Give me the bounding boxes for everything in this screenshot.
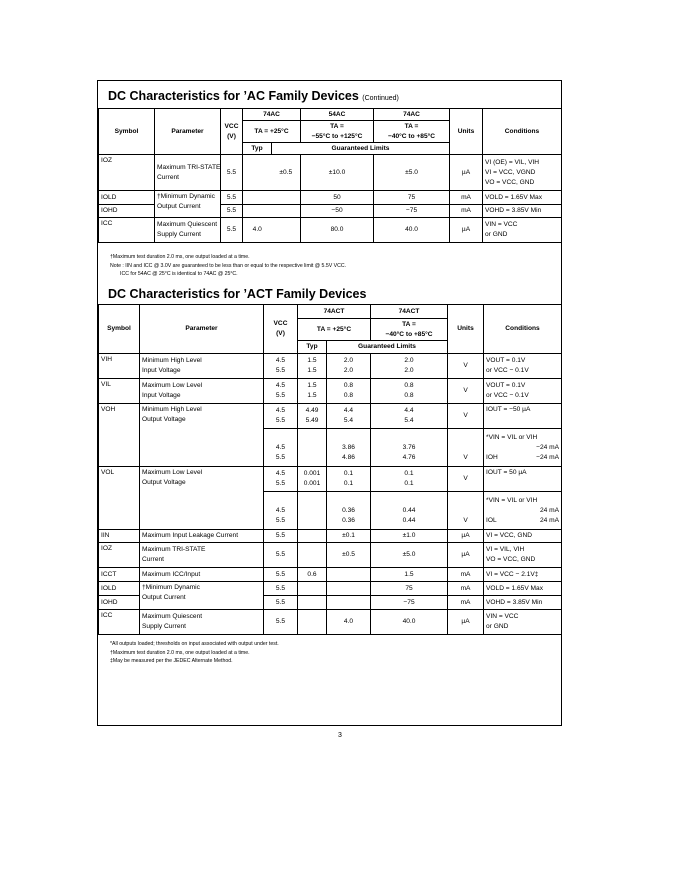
act-vih-param-1: Minimum High Level xyxy=(142,357,202,364)
ac-dc-characteristics-table xyxy=(98,108,562,243)
act-vil-a-2: 0.8 xyxy=(343,392,354,399)
act-iold-conditions: VOLD = 1.65V Max xyxy=(484,582,562,596)
ac-dynamic-parameter xyxy=(155,191,221,218)
act-vol-param-2: Output Voltage xyxy=(142,479,186,486)
act-voh-a-2: 5.4 xyxy=(343,417,354,424)
act-vil-limit-85c xyxy=(371,379,448,404)
ac-table-title xyxy=(108,89,399,103)
act-vol-typ xyxy=(298,467,327,492)
ac-symbol-header: Symbol xyxy=(99,109,155,155)
act-vol2-a-1: 0.36 xyxy=(342,506,355,514)
act-table-title xyxy=(108,287,366,301)
act-group1-header: 74ACT xyxy=(298,305,371,319)
act-voh-a-1: 4.4 xyxy=(343,407,354,414)
act-ioz-conditions xyxy=(484,543,562,568)
act-voh2-unit-text: V xyxy=(463,453,468,461)
act-dyn-param-2: Output Current xyxy=(142,594,186,601)
act-iin-symbol: IIN xyxy=(99,530,140,543)
act-vil-vcc xyxy=(264,379,298,404)
act-voh-typ-2: 5.49 xyxy=(305,417,319,424)
act-header-row-1 xyxy=(99,305,562,319)
act-dyn-param-1: †Minimum Dynamic xyxy=(142,584,200,591)
ac-iohd-symbol: IOHD xyxy=(99,205,155,218)
act-row-vol xyxy=(99,467,562,492)
act-vil-vcc-1: 4.5 xyxy=(275,382,286,389)
act-iin-limit-85c: ±1.0 xyxy=(371,530,448,543)
act-icc-typ xyxy=(298,610,327,635)
act-guaranteed-limits-header: Guaranteed Limits xyxy=(327,341,448,354)
act-row-ioz xyxy=(99,543,562,568)
act-typ-header: Typ xyxy=(298,341,327,354)
act-vih-typ-2: 1.5 xyxy=(307,367,317,374)
act-icc-limit-25c: 4.0 xyxy=(327,610,371,635)
ac-note-1: †Maximum test duration 2.0 ms, one output loaded at a time. xyxy=(110,254,250,260)
content-frame xyxy=(97,80,562,726)
act-ioz-unit: µA xyxy=(448,543,484,568)
ac-row-ioz xyxy=(99,155,562,191)
act-ta2-line1: TA = xyxy=(402,320,416,328)
act-iold-typ xyxy=(298,582,327,596)
act-icct-symbol: ICCT xyxy=(99,568,140,582)
ac-iohd-typ xyxy=(243,205,272,218)
act-ta2-line2: −40°C to +85°C xyxy=(385,330,433,338)
act-vih-limit-85c xyxy=(371,354,448,379)
act-row-vih xyxy=(99,354,562,379)
ac-ta3-line1: TA = xyxy=(404,122,419,130)
act-voh2-vcc-2: 5.5 xyxy=(275,453,286,461)
page-number: 3 xyxy=(338,732,342,739)
act-voh2-unit xyxy=(448,429,484,467)
act-voh-typ xyxy=(298,404,327,429)
ac-iohd-limit-74ac: −75 xyxy=(374,205,450,218)
act-icc-param-2: Supply Current xyxy=(142,623,186,630)
ac-ta2-line2: −55°C to +125°C xyxy=(311,132,363,140)
act-vol2-vcc-1: 4.5 xyxy=(275,506,286,514)
act-vol2-conditions xyxy=(484,492,562,530)
act-vol-vcc-2: 5.5 xyxy=(275,480,286,487)
act-vil-limit-25c xyxy=(327,379,371,404)
act-vol2-cond-3: IOL xyxy=(486,516,497,524)
ac-iohd-limit-25c xyxy=(272,205,301,218)
act-ioz-limit-85c: ±5.0 xyxy=(371,543,448,568)
act-iold-limit-25c xyxy=(327,582,371,596)
ac-icc-conditions xyxy=(483,218,562,243)
act-vol-vcc xyxy=(264,467,298,492)
act-ta2-header xyxy=(371,319,448,341)
act-voh2-typ xyxy=(298,429,327,467)
act-iin-typ xyxy=(298,530,327,543)
act-vol2-limit-85c xyxy=(371,492,448,530)
act-vol-unit: V xyxy=(448,467,484,492)
act-note-3: ‡May be measured per the JEDEC Alternate Method. xyxy=(110,658,233,664)
ac-vcc-header xyxy=(221,109,243,155)
act-vol-symbol: VOL xyxy=(99,467,140,530)
act-vol2-unit-text: V xyxy=(463,516,468,524)
act-iohd-typ xyxy=(298,596,327,610)
ac-vcc-label: VCC xyxy=(224,122,239,130)
act-vol-a-2: 0.1 xyxy=(343,480,354,487)
act-voh-b-2: 5.4 xyxy=(404,417,414,424)
act-vcc-unit: (V) xyxy=(276,330,285,337)
ac-icc-unit: µA xyxy=(450,218,483,243)
act-icct-parameter: Maximum ICC/Input xyxy=(140,568,264,582)
act-vol2-a-2: 0.36 xyxy=(342,516,355,524)
act-vil-typ-1: 1.5 xyxy=(307,382,317,389)
act-vol-typ-1: 0.001 xyxy=(303,470,321,477)
ac-group2-header: 54AC xyxy=(301,109,374,121)
act-voh-parameter xyxy=(140,404,264,467)
ac-iohd-limit-54ac: −50 xyxy=(301,205,374,218)
act-voh2-cond-4: −24 mA xyxy=(536,453,560,461)
act-vol-a-1: 0.1 xyxy=(343,470,354,477)
act-dynamic-parameter xyxy=(140,582,264,610)
act-vil-typ-2: 1.5 xyxy=(307,392,317,399)
act-iohd-vcc: 5.5 xyxy=(264,596,298,610)
act-vih-cond-1: VOUT = 0.1V xyxy=(486,357,526,364)
ac-title-suffix: (Continued) xyxy=(362,95,399,102)
ac-ioz-param-line2: Current xyxy=(157,173,179,181)
act-vil-typ xyxy=(298,379,327,404)
act-note-1: *All outputs loaded; thresholds on input associated with output under test. xyxy=(110,641,279,647)
act-vil-b-1: 0.8 xyxy=(404,382,414,389)
act-iohd-limit-85c: −75 xyxy=(371,596,448,610)
ac-ioz-limit-54ac: ±10.0 xyxy=(301,155,374,191)
act-vol-limit-85c xyxy=(371,467,448,492)
act-vih-unit: V xyxy=(448,354,484,379)
act-vol2-b-2: 0.44 xyxy=(402,516,416,524)
act-ioz-param-1: Maximum TRI-STATE xyxy=(142,546,206,553)
act-row-icc xyxy=(99,610,562,635)
act-vih-limit-25c xyxy=(327,354,371,379)
act-vih-a-2: 2.0 xyxy=(343,367,354,374)
act-vih-param-2: Input Voltage xyxy=(142,367,181,374)
act-note-2: †Maximum test duration 2.0 ms, one output loaded at a time. xyxy=(110,649,250,656)
act-vol2-vcc-2: 5.5 xyxy=(275,516,286,524)
ac-ioz-cond-2: VI = VCC, VGND xyxy=(485,168,536,176)
act-voh-param-1: Minimum High Level xyxy=(142,406,202,413)
act-vil-a-1: 0.8 xyxy=(343,382,354,389)
act-vih-conditions xyxy=(484,354,562,379)
ac-ioz-unit: µA xyxy=(450,155,483,191)
ac-iold-symbol: IOLD xyxy=(99,191,155,205)
ac-icc-vcc: 5.5 xyxy=(221,218,243,243)
ac-iohd-vcc: 5.5 xyxy=(221,205,243,218)
ac-header-row-1 xyxy=(99,109,562,121)
act-iin-unit: µA xyxy=(448,530,484,543)
act-voh-limit-25c xyxy=(327,404,371,429)
act-vol-parameter xyxy=(140,467,264,530)
act-voh-symbol: VOH xyxy=(99,404,140,467)
act-iold-limit-85c: 75 xyxy=(371,582,448,596)
ac-iold-limit-25c xyxy=(272,191,301,205)
ac-ioz-cond-3: VO = VCC, GND xyxy=(485,178,535,186)
ac-ioz-conditions xyxy=(483,155,562,191)
act-icc-vcc: 5.5 xyxy=(264,610,298,635)
act-vil-param-2: Input Voltage xyxy=(142,392,181,399)
ac-iold-conditions: VOLD = 1.65V Max xyxy=(483,191,562,205)
ac-ioz-param-line1: Maximum TRI-STATE xyxy=(157,163,221,171)
act-iold-unit: mA xyxy=(448,582,484,596)
act-vih-vcc-2: 5.5 xyxy=(275,367,286,374)
act-vcc-label: VCC xyxy=(273,320,288,327)
act-vol2-cond-2: 24 mA xyxy=(539,506,560,514)
act-row-iold xyxy=(99,582,562,596)
act-vol2-vcc xyxy=(264,492,298,530)
act-ioz-cond-2: VO = VCC, GND xyxy=(486,556,536,563)
ac-dyn-param-line1: †Minimum Dynamic xyxy=(157,193,215,200)
act-voh-vcc-1: 4.5 xyxy=(275,407,286,414)
act-vol-conditions: IOUT = 50 µA xyxy=(484,467,562,492)
act-icct-typ: 0.6 xyxy=(298,568,327,582)
act-voh2-b-1: 3.76 xyxy=(402,443,416,451)
act-voh-vcc xyxy=(264,404,298,429)
act-iohd-unit: mA xyxy=(448,596,484,610)
act-ioz-vcc: 5.5 xyxy=(264,543,298,568)
act-icct-conditions: VI = VCC − 2.1V‡ xyxy=(484,568,562,582)
ac-ta2-header xyxy=(301,121,374,143)
ac-icc-limit-74ac: 40.0 xyxy=(374,218,450,243)
ac-conditions-header: Conditions xyxy=(483,109,562,155)
act-vih-vcc xyxy=(264,354,298,379)
act-voh-limit-85c xyxy=(371,404,448,429)
act-vil-cond-2: or VCC − 0.1V xyxy=(486,392,529,399)
act-row-voh xyxy=(99,404,562,429)
ac-ioz-symbol: IOZ xyxy=(99,155,155,191)
act-iin-parameter: Maximum Input Leakage Current xyxy=(140,530,264,543)
act-ioz-param-2: Current xyxy=(142,556,164,563)
act-vih-typ-1: 1.5 xyxy=(307,357,317,364)
act-vol-b-2: 0.1 xyxy=(404,480,414,487)
act-voh-b-1: 4.4 xyxy=(404,407,414,414)
act-icct-limit-85c: 1.5 xyxy=(371,568,448,582)
act-voh-typ-1: 4.49 xyxy=(305,407,319,414)
ac-ta2-line1: TA = xyxy=(330,122,344,130)
act-iohd-conditions: VOHD = 3.85V Min xyxy=(484,596,562,610)
act-voh-unit: V xyxy=(448,404,484,429)
ac-iold-unit: mA xyxy=(450,191,483,205)
act-voh2-a-2: 4.86 xyxy=(342,453,355,461)
ac-icc-limit-25c xyxy=(272,218,301,243)
act-parameter-header: Parameter xyxy=(140,305,264,354)
act-title-text: DC Characteristics for ’ACT Family Devices xyxy=(108,287,367,301)
act-vih-cond-2: or VCC − 0.1V xyxy=(486,367,529,374)
act-group2-header: 74ACT xyxy=(371,305,448,319)
act-voh2-vcc-1: 4.5 xyxy=(275,443,286,451)
act-vol-vcc-1: 4.5 xyxy=(275,470,286,477)
act-ta1-header: TA = +25°C xyxy=(298,319,371,341)
act-icct-vcc: 5.5 xyxy=(264,568,298,582)
act-iin-conditions: VI = VCC, GND xyxy=(484,530,562,543)
act-ioz-symbol: IOZ xyxy=(99,543,140,568)
act-vih-a-1: 2.0 xyxy=(343,357,354,364)
act-voh2-a-1: 3.86 xyxy=(342,443,355,451)
ac-dyn-param-line2: Output Current xyxy=(157,203,201,210)
act-icc-limit-85c: 40.0 xyxy=(371,610,448,635)
act-voh2-limit-25c xyxy=(327,429,371,467)
ac-ioz-cond-1: VI (OE) = VIL, VIH xyxy=(485,158,540,166)
ac-note-2: Note : IIN and ICC @ 3.0V are guaranteed to be less than or equal to the respective limit @ 5.5V VCC. xyxy=(110,262,347,269)
act-row-iin xyxy=(99,530,562,543)
ac-icc-cond-2: or GND xyxy=(485,231,508,238)
act-ioz-typ xyxy=(298,543,327,568)
act-vol2-b-1: 0.44 xyxy=(402,506,416,514)
ac-icc-symbol: ICC xyxy=(99,218,155,243)
act-vih-b-1: 2.0 xyxy=(404,357,414,364)
ac-group1-header: 74AC xyxy=(243,109,301,121)
ac-parameter-header: Parameter xyxy=(155,109,221,155)
act-voh2-conditions xyxy=(484,429,562,467)
act-dc-characteristics-table xyxy=(98,304,562,635)
ac-row-icc xyxy=(99,218,562,243)
ac-guaranteed-limits-header: Guaranteed Limits xyxy=(272,143,450,155)
act-vil-conditions xyxy=(484,379,562,404)
act-footnotes xyxy=(110,640,279,666)
ac-vcc-unit: (V) xyxy=(227,132,236,140)
act-icc-conditions xyxy=(484,610,562,635)
act-icc-symbol: ICC xyxy=(99,610,140,635)
act-vil-param-1: Maximum Low Level xyxy=(142,382,203,389)
act-voh-vcc-2: 5.5 xyxy=(275,417,286,424)
ac-iohd-unit: mA xyxy=(450,205,483,218)
act-ioz-cond-1: VI = VIL, VIH xyxy=(486,546,525,553)
act-vil-symbol: VIL xyxy=(99,379,140,404)
act-voh-conditions: IOUT = −50 µA xyxy=(484,404,562,429)
act-vih-symbol: VIH xyxy=(99,354,140,379)
act-conditions-header: Conditions xyxy=(484,305,562,354)
act-vih-parameter xyxy=(140,354,264,379)
act-iold-symbol: IOLD xyxy=(99,582,140,596)
ac-icc-typ: 4.0 xyxy=(243,218,272,243)
act-iold-vcc: 5.5 xyxy=(264,582,298,596)
act-icc-cond-2: or GND xyxy=(486,623,509,630)
ac-iohd-conditions: VOHD = 3.85V Min xyxy=(483,205,562,218)
act-icct-limit-25c xyxy=(327,568,371,582)
ac-ta3-line2: −40°C to +85°C xyxy=(387,132,436,140)
act-voh2-cond-1: *VIN = VIL or VIH xyxy=(486,433,538,441)
act-vol2-cond-4: 24 mA xyxy=(539,516,560,524)
act-symbol-header: Symbol xyxy=(99,305,140,354)
ac-ioz-parameter xyxy=(155,155,221,191)
act-vih-typ xyxy=(298,354,327,379)
act-row-icct xyxy=(99,568,562,582)
act-vil-b-2: 0.8 xyxy=(404,392,414,399)
act-icc-param-1: Maximum Quiescent xyxy=(142,613,203,620)
ac-title-text: DC Characteristics for ’AC Family Devices xyxy=(108,89,359,103)
ac-row-iold xyxy=(99,191,562,205)
act-vil-unit: V xyxy=(448,379,484,404)
act-vol-b-1: 0.1 xyxy=(404,470,414,477)
act-icc-parameter xyxy=(140,610,264,635)
act-voh2-cond-2: −24 mA xyxy=(536,443,560,451)
ac-icc-parameter xyxy=(155,218,221,243)
act-voh2-cond-3: IOH xyxy=(486,453,498,461)
ac-typ-header: Typ xyxy=(243,143,272,155)
ac-icc-limit-54ac: 80.0 xyxy=(301,218,374,243)
ac-ta1-header: TA = +25°C xyxy=(243,121,301,143)
ac-icc-param-line2: Supply Current xyxy=(157,231,201,238)
act-vol-limit-25c xyxy=(327,467,371,492)
ac-iold-limit-54ac: 50 xyxy=(301,191,374,205)
act-ioz-limit-25c: ±0.5 xyxy=(327,543,371,568)
act-ioz-parameter xyxy=(140,543,264,568)
ac-icc-param-line1: Maximum Quiescent xyxy=(157,221,218,228)
act-voh-param-2: Output Voltage xyxy=(142,416,186,423)
act-vol-typ-2: 0.001 xyxy=(303,480,321,487)
act-vol-param-1: Maximum Low Level xyxy=(142,469,203,476)
act-row-vil xyxy=(99,379,562,404)
act-voh2-b-2: 4.76 xyxy=(402,453,416,461)
ac-ioz-typ xyxy=(243,155,272,191)
act-vih-b-2: 2.0 xyxy=(404,367,414,374)
ac-iold-typ xyxy=(243,191,272,205)
act-vih-vcc-1: 4.5 xyxy=(275,357,286,364)
ac-icc-cond-1: VIN = VCC xyxy=(485,221,518,228)
act-units-header: Units xyxy=(448,305,484,354)
ac-ioz-vcc: 5.5 xyxy=(221,155,243,191)
act-icc-cond-1: VIN = VCC xyxy=(486,613,519,620)
ac-ta3-header xyxy=(374,121,450,143)
act-voh2-limit-85c xyxy=(371,429,448,467)
act-icc-unit: µA xyxy=(448,610,484,635)
act-vol2-cond-1: *VIN = VIL or VIH xyxy=(486,496,538,504)
act-vol2-typ xyxy=(298,492,327,530)
ac-iold-vcc: 5.5 xyxy=(221,191,243,205)
ac-footnotes xyxy=(110,253,346,279)
act-iohd-symbol: IOHD xyxy=(99,596,140,610)
act-vil-parameter xyxy=(140,379,264,404)
ac-group3-header: 74AC xyxy=(374,109,450,121)
act-iin-limit-25c: ±0.1 xyxy=(327,530,371,543)
act-icct-unit: mA xyxy=(448,568,484,582)
act-iin-vcc: 5.5 xyxy=(264,530,298,543)
act-vil-cond-1: VOUT = 0.1V xyxy=(486,382,526,389)
ac-ioz-limit-25c: ±0.5 xyxy=(272,155,301,191)
act-vil-vcc-2: 5.5 xyxy=(275,392,286,399)
ac-units-header: Units xyxy=(450,109,483,155)
act-vcc-header xyxy=(264,305,298,354)
ac-ioz-limit-74ac: ±5.0 xyxy=(374,155,450,191)
act-iohd-limit-25c xyxy=(327,596,371,610)
act-vol2-limit-25c xyxy=(327,492,371,530)
act-voh2-vcc xyxy=(264,429,298,467)
ac-note-3: ICC for 54AC @ 25°C is identical to 74AC @ 25°C. xyxy=(120,271,238,277)
ac-iold-limit-74ac: 75 xyxy=(374,191,450,205)
act-vol2-unit xyxy=(448,492,484,530)
